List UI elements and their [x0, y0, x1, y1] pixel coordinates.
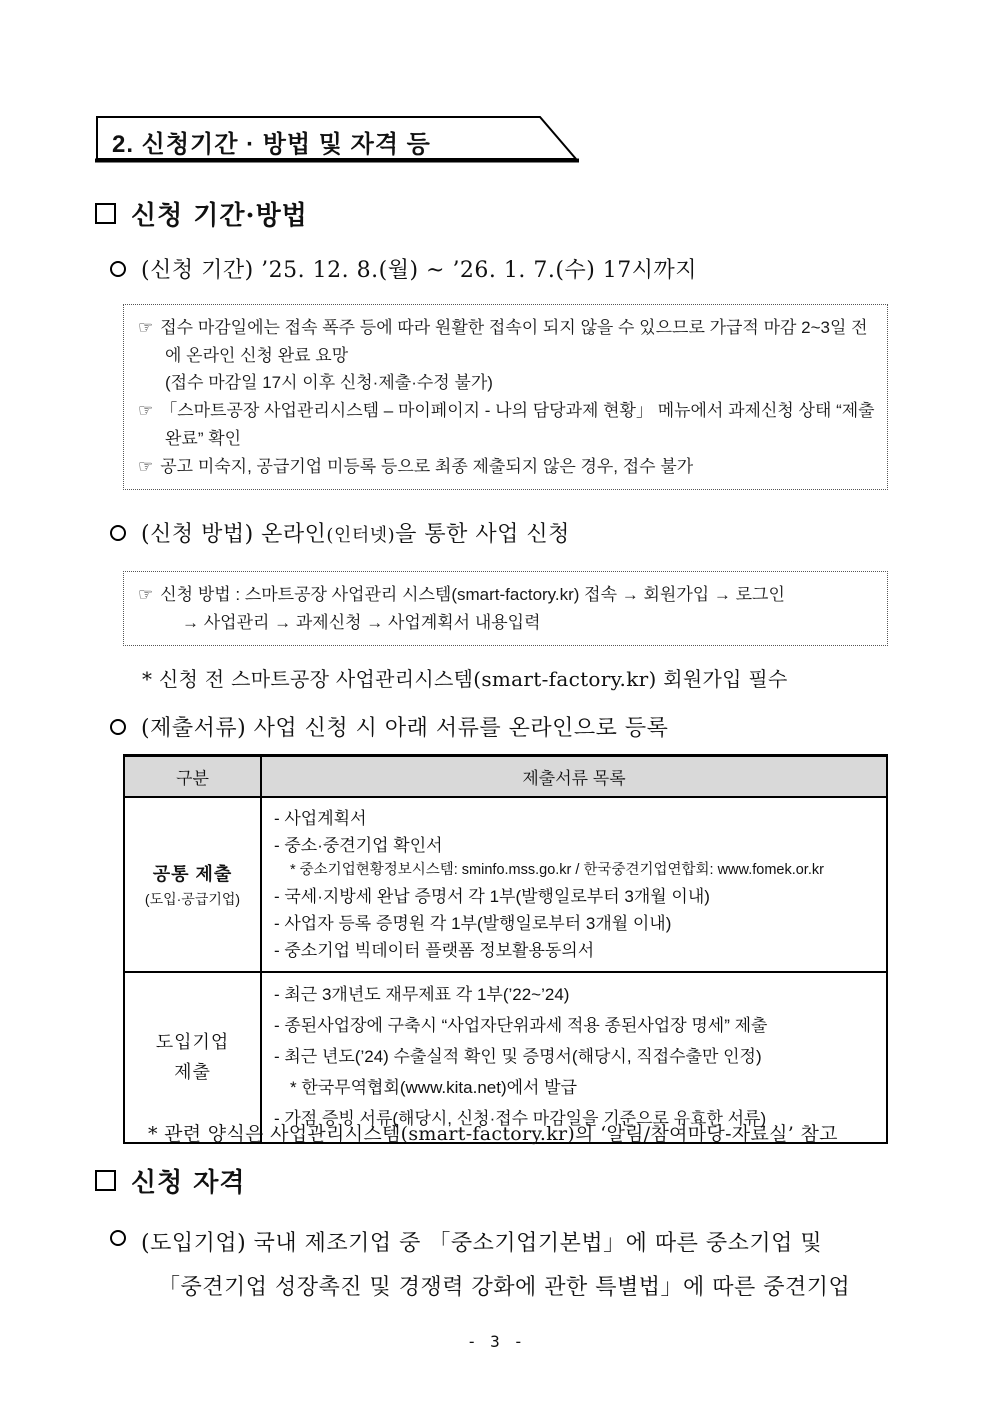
note-item [138, 314, 875, 369]
table-header-category: 구분 [125, 757, 262, 796]
page-number: - 3 - [466, 1332, 526, 1351]
section-heading-label: 신청 기간·방법 [131, 201, 308, 231]
eligibility-text-line2: 「중견기업 성장촉진 및 경쟁력 강화에 관한 특별법」에 따른 중견기업 [158, 1275, 851, 1300]
pointing-hand-icon: ☞ [138, 401, 154, 421]
doc-list-item: - 종된사업장에 구축시 “사업자단위과세 적용 종된사업장 명세” 제출 [274, 1016, 768, 1036]
doc-list-item: - 가점 증빙 서류(해당시, 신청·접수 마감일을 기준으로 유효한 서류) [274, 1108, 767, 1128]
documents-line [110, 711, 668, 742]
category-sublabel: (도입·공급기업) [144, 891, 241, 908]
section-heading-label: 신청 자격 [131, 1168, 246, 1198]
method-prefix: (신청 방법) 온라인 [141, 522, 327, 547]
table-row [125, 973, 886, 1142]
doc-list-item: - 최근 년도(’24) 수출실적 확인 및 증명서(해당시, 직접수출만 인정) [274, 1047, 762, 1066]
doc-list-item: - 최근 3개년도 재무제표 각 1부(’22~’24) [274, 985, 570, 1005]
pointing-hand-icon: ☞ [138, 456, 154, 476]
note-text: 접수 마감일에는 접속 폭주 등에 따라 원활한 접속이 되지 않을 수 있으므로 가급적 마감 2~3일 전에 온라인 신청 완료 요망 [160, 318, 868, 365]
note-text: 신청 방법 : 스마트공장 사업관리 시스템(smart-factory.kr) 접속 → 회원가입 → 로그인 [160, 585, 785, 604]
category-cell [125, 973, 262, 1142]
doc-list-item: - 중소기업 빅데이터 플랫폼 정보활용동의서 [274, 940, 595, 960]
doc-list-item: - 사업자 등록 증명원 각 1부(발행일로부터 3개월 이내) [274, 913, 672, 933]
category-cell [125, 798, 262, 971]
note-text: 「스마트공장 사업관리시스템 – 마이페이지 - 나의 담당과제 현황」 메뉴에서 과제신청 상태 “제출완료” 확인 [160, 401, 875, 448]
circle-bullet-icon [110, 719, 126, 735]
note-item [138, 397, 875, 452]
documents-line-text: (제출서류) 사업 신청 시 아래 서류를 온라인으로 등록 [141, 716, 669, 741]
circle-bullet-icon [110, 525, 126, 541]
note-subtext: (접수 마감일 17시 이후 신청·제출·수정 불가) [165, 373, 493, 393]
table-header-doclist: 제출서류 목록 [522, 769, 626, 788]
note-item [138, 581, 875, 609]
application-period-line [110, 253, 697, 284]
deadline-note-box [123, 304, 888, 490]
eligibility-text [141, 1222, 850, 1310]
method-suffix: 을 통한 사업 신청 [395, 522, 570, 547]
doclist-cell [262, 973, 886, 1142]
table-row [125, 798, 886, 973]
doc-list-item: - 사업계획서 [274, 809, 367, 828]
pointing-hand-icon: ☞ [138, 318, 154, 337]
note-text: 공고 미숙지, 공급기업 미등록 등으로 최종 제출되지 않은 경우, 접수 불가 [160, 456, 694, 476]
doclist-cell [262, 798, 886, 971]
category-label: 도입기업 [155, 1031, 230, 1052]
doc-list-item: - 국세·지방세 완납 증명서 각 1부(발행일로부터 3개월 이내) [274, 886, 710, 906]
doc-list-subitem: * 한국무역협회(www.kita.net)에서 발급 [290, 1077, 578, 1097]
page-title: 2. 신청기간 · 방법 및 자격 등 [112, 131, 431, 158]
eligibility-line [110, 1222, 850, 1310]
circle-bullet-icon [110, 261, 126, 277]
category-label: 공통 제출 [152, 864, 233, 885]
note-text-line2: → 사업관리 → 과제신청 → 사업계획서 내용입력 [182, 612, 541, 632]
documents-table [123, 754, 888, 1144]
section-banner [95, 115, 595, 165]
eligibility-text-line1: (도입기업) 국내 제조기업 중 「중소기업기본법」에 따른 중소기업 및 [141, 1231, 823, 1256]
method-note-box [123, 571, 888, 646]
method-paren: (인터넷) [326, 525, 396, 546]
doc-list-item: - 중소·중견기업 확인서 [274, 836, 443, 856]
application-method-line [110, 517, 570, 548]
doc-list-subitem: * 중소기업현황정보시스템: sminfo.mss.go.kr / 한국중견기업연합회: www.fomek.or.kr [290, 862, 824, 879]
section-heading-apply [95, 195, 308, 232]
section-heading-eligibility [95, 1162, 246, 1199]
application-period-text: (신청 기간) ’25. 12. 8.(월) ~ ’26. 1. 7.(수) 17시까지 [141, 258, 698, 283]
form-note: * 관련 양식은 사업관리시스템(smart-factory.kr)의 ‘알림/참여마당-자료실’ 참고 [148, 1123, 838, 1145]
membership-note: * 신청 전 스마트공장 사업관리시스템(smart-factory.kr) 회원가입 필수 [142, 667, 788, 691]
table-header-row [125, 757, 886, 798]
note-item [138, 453, 875, 481]
square-bullet-icon [95, 203, 116, 224]
circle-bullet-icon [110, 1230, 126, 1246]
pointing-hand-icon: ☞ [138, 585, 154, 604]
application-method-text [141, 517, 570, 548]
square-bullet-icon [95, 1170, 116, 1191]
category-label-line2: 제출 [174, 1062, 211, 1083]
